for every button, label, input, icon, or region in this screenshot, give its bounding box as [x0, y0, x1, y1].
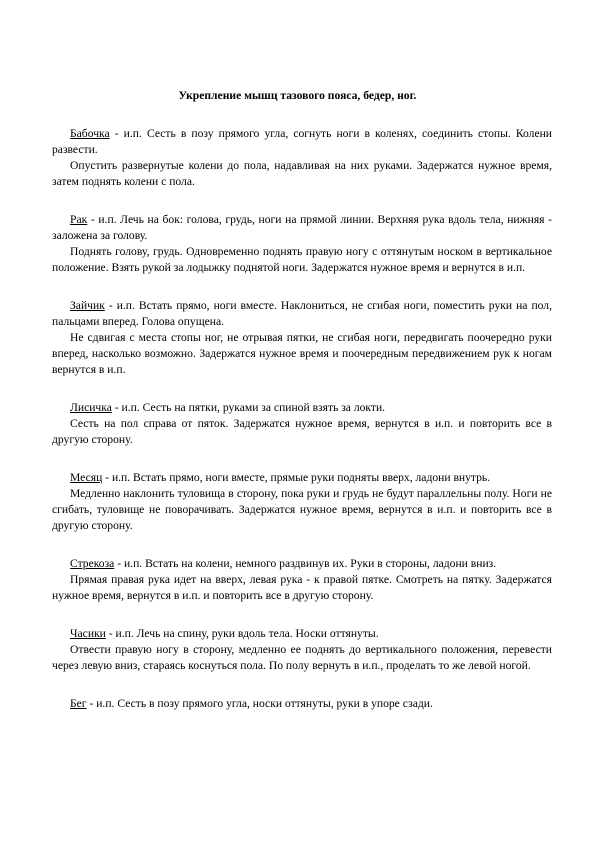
- exercise-start-text: - и.п. Встать на колени, немного раздвинув их. Руки в стороны, ладони вниз.: [114, 557, 497, 570]
- exercise-start-text: - и.п. Лечь на бок: голова, грудь, ноги на прямой линии. Верхняя рука вдоль тела, нижняя - заложена за голову.: [52, 213, 552, 242]
- exercise-name: Бег: [70, 697, 87, 710]
- exercise-step: Отвести правую ногу в сторону, медленно ее поднять до вертикального положения, перевести через левую вниз, стараясь коснуться пола. По полу вернуть в и.п., проделать то же левой ногой.: [52, 643, 552, 672]
- exercise-name: Бабочка: [70, 127, 110, 140]
- exercise-start-text: - и.п. Сесть на пятки, руками за спиной взять за локти.: [111, 401, 386, 414]
- exercise-7: [52, 626, 552, 674]
- exercise-step: Опустить развернутые колени до пола, надавливая на них руками. Задержатся нужное время, затем поднять колени с пола.: [52, 159, 552, 188]
- exercise-3: [52, 298, 552, 378]
- exercise-step: Медленно наклонить туловища в сторону, пока руки и грудь не будут параллельны полу. Ноги не сгибать, туловище не поворачивать. Задержатся нужное время, вернутся в и.п. и повторить все в другую сторону.: [52, 487, 552, 532]
- exercise-start-position: [52, 400, 552, 416]
- exercise-8: [52, 696, 552, 712]
- exercise-start-text: - и.п. Сесть в позу прямого угла, носки оттянуты, руки в упоре сзади.: [86, 697, 433, 710]
- exercise-name: Месяц: [70, 471, 103, 484]
- exercise-step: Прямая правая рука идет на вверх, левая рука - к правой пятке. Смотреть на пятку. Задержатся нужное время, вернутся в и.п. и повторить все в другую сторону.: [52, 573, 552, 602]
- exercise-name: Зайчик: [70, 299, 105, 312]
- exercise-step: Поднять голову, грудь. Одновременно поднять правую ногу с оттянутым носком в вертикальное положение. Взять рукой за лодыжку поднятой ноги. Задержатся нужное время и вернутся в и.п.: [52, 245, 552, 274]
- exercise-start-position: [52, 626, 552, 642]
- exercise-start-text: - и.п. Лечь на спину, руки вдоль тела. Носки оттянуты.: [105, 627, 379, 640]
- exercise-4: [52, 400, 552, 448]
- exercise-start-text: - и.п. Встать прямо, ноги вместе, прямые руки подняты вверх, ладони внутрь.: [102, 471, 491, 484]
- exercise-1: [52, 126, 552, 190]
- exercise-6: [52, 556, 552, 604]
- exercise-name: Часики: [70, 627, 106, 640]
- exercise-5: [52, 470, 552, 534]
- exercise-start-position: [52, 556, 552, 572]
- exercise-start-position: [52, 298, 552, 330]
- exercise-step: Не сдвигая с места стопы ног, не отрывая пятки, не сгибая ноги, передвигать поочередно руки вперед, насколько возможно. Задержатся нужное время и поочередным передвижением рук к ногам вернутся в и.п.: [52, 331, 552, 376]
- exercise-start-position: [52, 470, 552, 486]
- exercise-name: Рак: [70, 213, 88, 226]
- exercise-name: Стрекоза: [70, 557, 115, 570]
- exercise-start-text: - и.п. Сесть в позу прямого угла, согнуть ноги в коленях, соединить стопы. Колени развести.: [52, 127, 552, 156]
- exercise-list: [52, 126, 552, 734]
- exercise-2: [52, 212, 552, 276]
- exercise-step: Сесть на пол справа от пяток. Задержатся нужное время, вернутся в и.п. и повторить все в другую сторону.: [52, 417, 552, 446]
- exercise-start-text: - и.п. Встать прямо, ноги вместе. Наклониться, не сгибая ноги, поместить руки на пол, пальцами вперед. Голова опущена.: [52, 299, 552, 328]
- exercise-start-position: [52, 212, 552, 244]
- exercise-start-position: [52, 126, 552, 158]
- exercise-start-position: [52, 696, 552, 712]
- document-title: Укрепление мышц тазового пояса, бедер, ног.: [178, 89, 417, 102]
- exercise-name: Лисичка: [70, 401, 112, 414]
